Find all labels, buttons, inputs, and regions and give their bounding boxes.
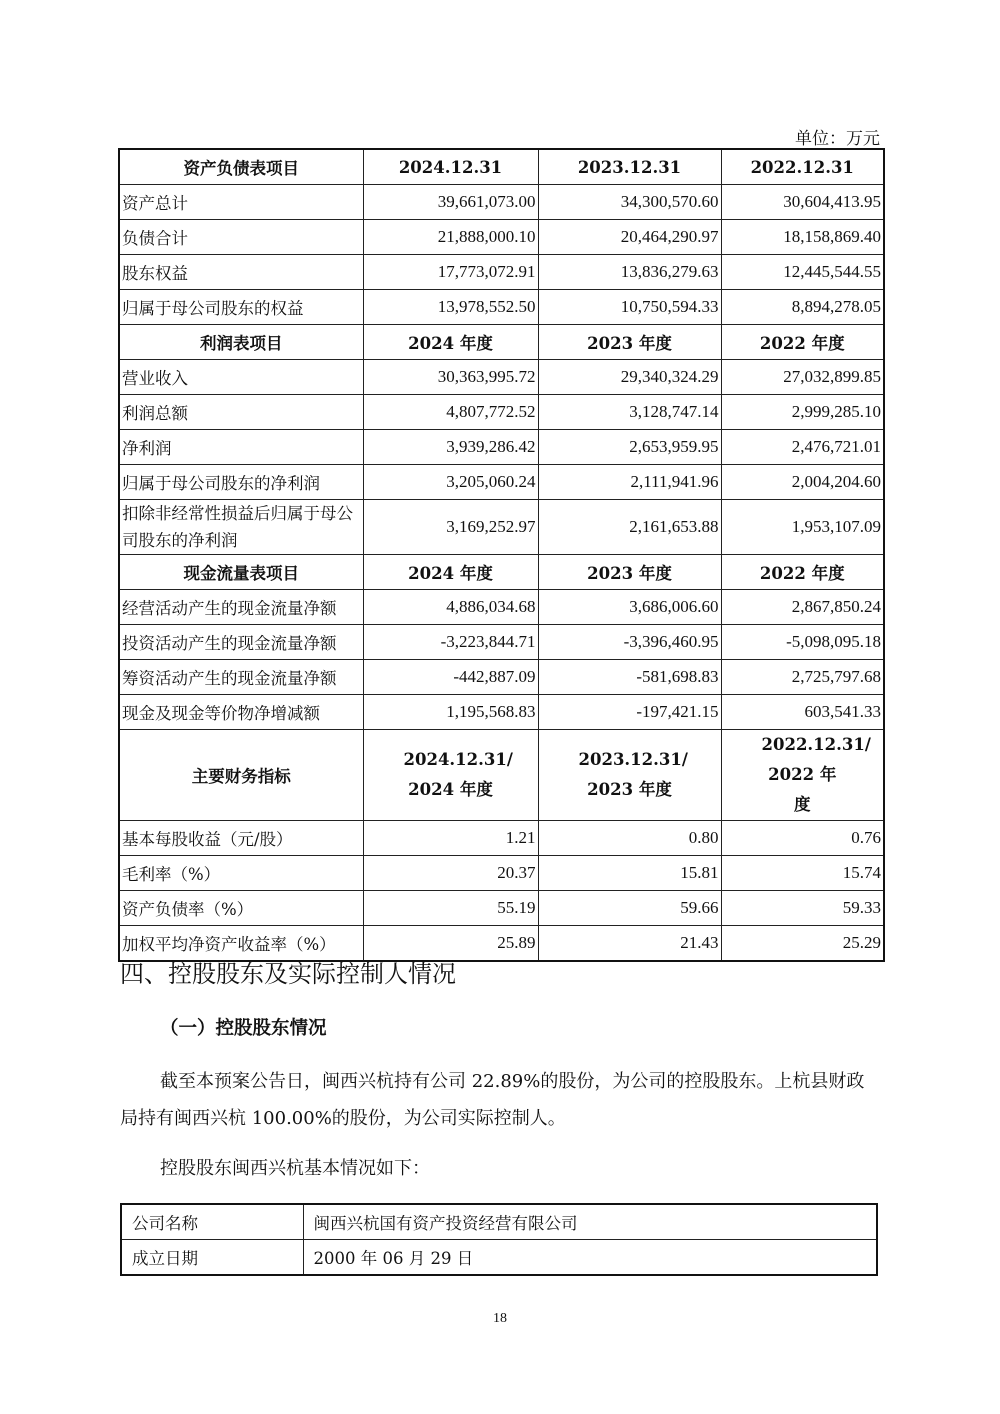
cell-value: -581,698.83 — [538, 660, 721, 695]
page-number: 18 — [493, 1311, 507, 1326]
cell-value: 0.80 — [538, 821, 721, 856]
cell-value: 59.33 — [721, 891, 884, 926]
paragraph: 控股股东闽西兴杭基本情况如下： — [160, 1158, 430, 1179]
table-row — [119, 625, 884, 660]
cell-value: 15.74 — [721, 856, 884, 891]
cell-value: 13,978,552.50 — [363, 290, 538, 325]
cell-value: 2,867,850.24 — [721, 590, 884, 625]
cell-value: 1,195,568.83 — [363, 695, 538, 730]
cell-value: 30,604,413.95 — [721, 185, 884, 220]
row-label: 现金及现金等价物净增减额 — [119, 695, 363, 730]
row-label: 归属于母公司股东的权益 — [119, 290, 363, 325]
row-label: 归属于母公司股东的净利润 — [119, 465, 363, 500]
cell-value: 30,363,995.72 — [363, 360, 538, 395]
cell-value: -442,887.09 — [363, 660, 538, 695]
cell-value: 27,032,899.85 — [721, 360, 884, 395]
cell-value: -3,223,844.71 — [363, 625, 538, 660]
cell-value: 20.37 — [363, 856, 538, 891]
cell-value: 39,661,073.00 — [363, 185, 538, 220]
table-row — [119, 660, 884, 695]
cell-value: -3,396,460.95 — [538, 625, 721, 660]
cell-value: 10,750,594.33 — [538, 290, 721, 325]
table-row — [119, 891, 884, 926]
cell-value: 2,999,285.10 — [721, 395, 884, 430]
financial-summary-table — [118, 148, 885, 962]
cell-value: 15.81 — [538, 856, 721, 891]
section-header-row — [119, 325, 884, 360]
table-row — [119, 856, 884, 891]
column-header: 2023.12.31/ 2023 年度 — [538, 730, 721, 821]
cell-value: -5,098,095.18 — [721, 625, 884, 660]
column-header: 2024.12.31 — [363, 149, 538, 185]
cell-value: 3,169,252.97 — [363, 500, 538, 555]
cell-value: 13,836,279.63 — [538, 255, 721, 290]
unit-label: 单位：万元 — [795, 129, 880, 149]
table-row — [119, 290, 884, 325]
section-header: 主要财务指标 — [119, 730, 363, 821]
cell-value: -197,421.15 — [538, 695, 721, 730]
row-label: 筹资活动产生的现金流量净额 — [119, 660, 363, 695]
table-row — [119, 360, 884, 395]
column-header: 2022.12.31/ 2022 年度 — [721, 730, 884, 821]
cell-value: 2,111,941.96 — [538, 465, 721, 500]
column-header: 2023 年度 — [538, 325, 721, 360]
table-row — [119, 500, 884, 555]
section-header: 现金流量表项目 — [119, 555, 363, 590]
table-row — [121, 1240, 877, 1276]
column-header: 2024 年度 — [363, 555, 538, 590]
cell-value: 3,205,060.24 — [363, 465, 538, 500]
row-label: 经营活动产生的现金流量净额 — [119, 590, 363, 625]
cell-value: 20,464,290.97 — [538, 220, 721, 255]
table-row — [119, 430, 884, 465]
column-header: 2023.12.31 — [538, 149, 721, 185]
column-header: 2022.12.31 — [721, 149, 884, 185]
cell-value: 4,886,034.68 — [363, 590, 538, 625]
field-value: 闽西兴杭国有资产投资经营有限公司 — [303, 1204, 877, 1240]
cell-value: 25.29 — [721, 926, 884, 962]
cell-value: 29,340,324.29 — [538, 360, 721, 395]
cell-value: 2,476,721.01 — [721, 430, 884, 465]
row-label: 股东权益 — [119, 255, 363, 290]
table-row — [119, 220, 884, 255]
cell-value: 603,541.33 — [721, 695, 884, 730]
row-label: 负债合计 — [119, 220, 363, 255]
cell-value: 3,128,747.14 — [538, 395, 721, 430]
cell-value: 21.43 — [538, 926, 721, 962]
row-label: 资产负债率（%） — [119, 891, 363, 926]
field-label: 公司名称 — [121, 1204, 303, 1240]
table-row — [119, 185, 884, 220]
table-row — [119, 590, 884, 625]
cell-value: 3,939,286.42 — [363, 430, 538, 465]
cell-value: 8,894,278.05 — [721, 290, 884, 325]
row-label: 加权平均净资产收益率（%） — [119, 926, 363, 962]
cell-value: 34,300,570.60 — [538, 185, 721, 220]
cell-value: 17,773,072.91 — [363, 255, 538, 290]
cell-value: 4,807,772.52 — [363, 395, 538, 430]
section-header-row — [119, 555, 884, 590]
field-label: 成立日期 — [121, 1240, 303, 1276]
row-label: 毛利率（%） — [119, 856, 363, 891]
table-row — [119, 255, 884, 290]
column-header: 2022 年度 — [721, 325, 884, 360]
field-value: 2000 年 06 月 29 日 — [303, 1240, 877, 1276]
cell-value: 2,725,797.68 — [721, 660, 884, 695]
subsection-title: （一）控股股东情况 — [160, 1018, 327, 1039]
column-header: 2022 年度 — [721, 555, 884, 590]
table-row — [119, 395, 884, 430]
table-row — [119, 695, 884, 730]
cell-value: 25.89 — [363, 926, 538, 962]
cell-value: 2,653,959.95 — [538, 430, 721, 465]
row-label: 基本每股收益（元/股） — [119, 821, 363, 856]
row-label: 净利润 — [119, 430, 363, 465]
column-header: 2024.12.31/ 2024 年度 — [363, 730, 538, 821]
cell-value: 21,888,000.10 — [363, 220, 538, 255]
column-header: 2023 年度 — [538, 555, 721, 590]
section-header-row — [119, 730, 884, 821]
section-header: 资产负债表项目 — [119, 149, 363, 185]
row-label: 扣除非经常性损益后归属于母公司股东的净利润 — [119, 500, 363, 555]
section-title: 四、控股股东及实际控制人情况 — [120, 960, 456, 988]
table-row — [121, 1204, 877, 1240]
row-label: 利润总额 — [119, 395, 363, 430]
cell-value: 1.21 — [363, 821, 538, 856]
cell-value: 1,953,107.09 — [721, 500, 884, 555]
cell-value: 2,004,204.60 — [721, 465, 884, 500]
row-label: 资产总计 — [119, 185, 363, 220]
table-row — [119, 465, 884, 500]
cell-value: 2,161,653.88 — [538, 500, 721, 555]
company-info-table — [120, 1203, 878, 1276]
section-header-row — [119, 149, 884, 185]
row-label: 投资活动产生的现金流量净额 — [119, 625, 363, 660]
cell-value: 59.66 — [538, 891, 721, 926]
cell-value: 12,445,544.55 — [721, 255, 884, 290]
cell-value: 0.76 — [721, 821, 884, 856]
row-label: 营业收入 — [119, 360, 363, 395]
table-row — [119, 821, 884, 856]
paragraph: 截至本预案公告日，闽西兴杭持有公司 22.89%的股份，为公司的控股股东。上杭县财政局持有闽西兴杭 100.00%的股份，为公司实际控制人。 — [120, 1071, 865, 1129]
cell-value: 3,686,006.60 — [538, 590, 721, 625]
column-header: 2024 年度 — [363, 325, 538, 360]
cell-value: 55.19 — [363, 891, 538, 926]
section-header: 利润表项目 — [119, 325, 363, 360]
cell-value: 18,158,869.40 — [721, 220, 884, 255]
